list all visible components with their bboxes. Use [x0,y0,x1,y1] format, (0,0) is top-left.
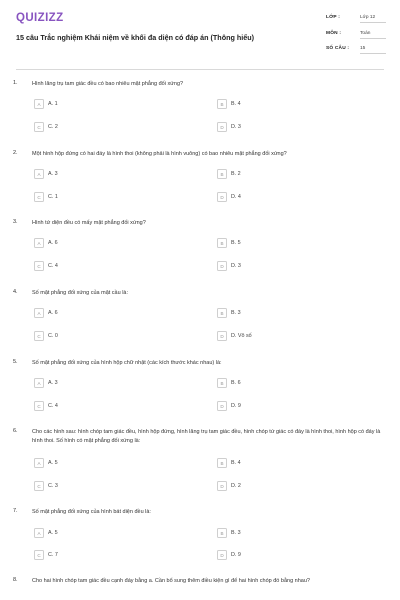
option-text: B. 3 [231,529,241,536]
option-text: D. Vô số [231,332,252,339]
question-text: Cho hai hình chóp tam giác đều cạnh đáy bằng a. Cần bổ sung thêm điều kiện gì để hai hình chóp đó bằng nhau? [32,578,310,584]
question-text: Một hình hộp đứng có hai đáy là hình thoi (không phải là hình vuông) có bao nhiêu mặt phẳng đối xứng? [32,151,287,157]
option-letter-box: D [217,122,227,132]
option-text: B. 4 [231,459,241,466]
meta-count-value: 15 [360,46,386,54]
question-number: 7. [13,508,18,514]
option-text: A. 5 [48,459,58,466]
question-number: 2. [13,150,18,156]
question-number: 4. [13,289,18,295]
worksheet-title: 15 câu Trắc nghiệm Khái niệm về khối đa diện có đáp án (Thông hiểu) [16,33,255,42]
option-letter-box: D [217,481,227,491]
meta-subject-value: Toán [360,31,386,39]
option-letter-box: A [34,238,44,248]
option-text: B. 4 [231,100,241,107]
option-text: D. 9 [231,551,241,558]
option-text: B. 2 [231,170,241,177]
option-text: A. 3 [48,379,58,386]
option-letter-box: D [217,331,227,341]
option-letter-box: B [217,528,227,538]
option-letter-box: A [34,99,44,109]
option-letter-box: C [34,550,44,560]
option-letter-box: B [217,99,227,109]
meta-grade-label: LỚP : [326,15,341,20]
option-letter-box: D [217,192,227,202]
option-text: D. 9 [231,402,241,409]
meta-grade-value: Lớp 12 [360,15,386,23]
option-letter-box: C [34,192,44,202]
question-number: 3. [13,219,18,225]
option-text: A. 3 [48,170,58,177]
question-number: 8. [13,577,18,583]
option-text: A. 5 [48,529,58,536]
question-number: 1. [13,80,18,86]
question-text: Số mặt phẳng đối xứng của mặt cầu là: [32,290,129,296]
option-text: C. 4 [48,262,58,269]
option-text: B. 6 [231,379,241,386]
option-text: C. 2 [48,123,58,130]
option-letter-box: C [34,261,44,271]
question-text: Hình tứ diện đều có mấy mặt phẳng đối xứng? [32,220,146,226]
option-text: B. 3 [231,309,241,316]
option-letter-box: D [217,550,227,560]
option-letter-box: B [217,238,227,248]
question-text: Số mặt phẳng đối xứng của hình hộp chữ nhật (các kích thước khác nhau) là: [32,360,222,366]
question-text: Số mặt phẳng đối xứng của hình bát diện đều là: [32,509,151,515]
option-text: D. 2 [231,482,241,489]
option-text: A. 6 [48,239,58,246]
option-letter-box: B [217,308,227,318]
option-letter-box: C [34,481,44,491]
option-text: D. 3 [231,262,241,269]
option-letter-box: C [34,122,44,132]
option-letter-box: B [217,458,227,468]
question-number: 5. [13,359,18,365]
option-letter-box: A [34,378,44,388]
option-text: B. 5 [231,239,241,246]
option-text: A. 6 [48,309,58,316]
option-text: D. 4 [231,193,241,200]
option-text: C. 0 [48,332,58,339]
option-text: C. 4 [48,402,58,409]
option-letter-box: A [34,169,44,179]
option-letter-box: C [34,331,44,341]
question-number: 6. [13,428,18,434]
option-text: C. 1 [48,193,58,200]
option-text: C. 7 [48,551,58,558]
option-letter-box: D [217,261,227,271]
option-text: C. 3 [48,482,58,489]
quizizz-logo: QUIZIZZ [16,12,64,24]
option-text: D. 3 [231,123,241,130]
option-letter-box: A [34,528,44,538]
option-letter-box: A [34,458,44,468]
meta-count-label: SỐ CÂU : [326,46,350,51]
question-text: Hình lăng trụ tam giác đều có bao nhiêu mặt phẳng đối xứng? [32,81,184,87]
option-letter-box: C [34,401,44,411]
meta-subject-label: MÔN : [326,31,342,36]
option-letter-box: D [217,401,227,411]
option-letter-box: A [34,308,44,318]
option-text: A. 1 [48,100,58,107]
option-letter-box: B [217,378,227,388]
option-letter-box: B [217,169,227,179]
question-text: Cho các hình sau: hình chóp tam giác đều, hình hộp đứng, hình lăng trụ tam giác đều, hình chóp tứ giác có đáy là hình thoi, hình hộp có đáy là hình thoi. Số hình có mặt phẳng đối xứng là: [32,429,381,444]
